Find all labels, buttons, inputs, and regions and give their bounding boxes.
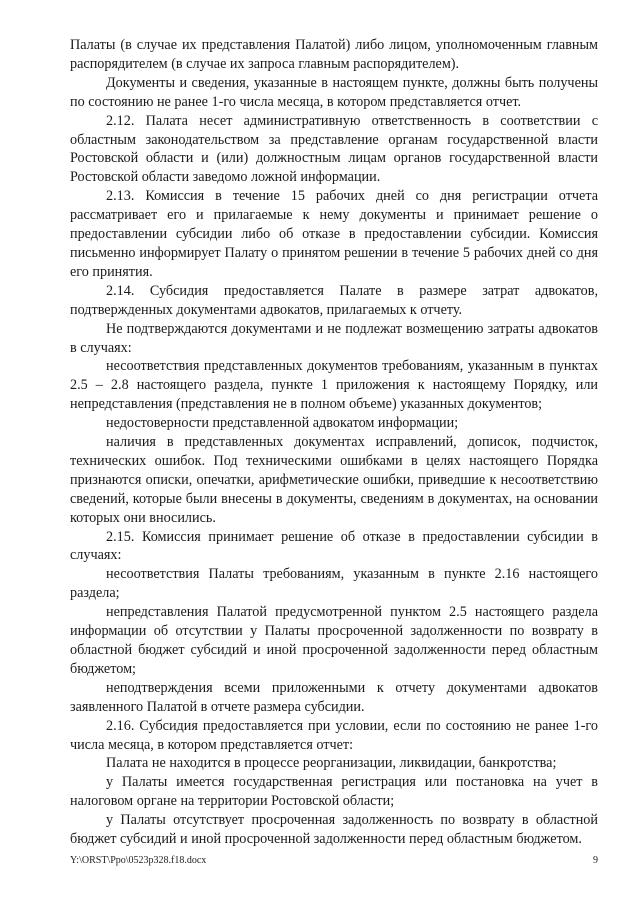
paragraph-2-14: 2.14. Субсидия предоставляется Палате в размере затрат адвокатов, подтвержденных документами адвокатов, прилагаемых к отчету. <box>70 282 598 318</box>
document-body <box>70 36 598 849</box>
list-item-unreliable-info: недостоверности представленной адвокатом информации; <box>106 415 459 432</box>
list-item-no-reorganization: Палата не находится в процессе реорганизации, ликвидации, банкротства; <box>106 755 557 772</box>
list-item-unconfirmed-amount: неподтверждения всеми приложенными к отчету документами адвокатов заявленного Палатой в отчете размера субсидии. <box>70 679 598 715</box>
paragraph-continuation: Палаты (в случае их представления Палатой) либо лицом, уполномоченным главным распорядителем (в случае их запроса главным распорядителем). <box>70 37 598 72</box>
footer-file-path: Y:\ORST\Ppo\0523p328.f18.docx <box>70 855 207 866</box>
list-item-tax-registration: у Палаты имеется государственная регистрация или постановка на учет в налоговом органе на территории Ростовской области; <box>70 774 598 810</box>
list-item-corrections-errors: наличия в представленных документах исправлений, дописок, подчисток, технических ошибок. Под техническими ошибками в целях настоящего Порядка признаются описки, опечатки, арифметические ошибки, приведшие к несоответствию сведений, которые были внесены в документы, сведениям в документах, на основании которых они вносились. <box>70 434 598 526</box>
page-number: 9 <box>593 855 598 866</box>
paragraph-2-16: 2.16. Субсидия предоставляется при условии, если по состоянию не ранее 1-го числа месяца, в котором представляется отчет: <box>70 717 598 753</box>
paragraph-not-reimbursed: Не подтверждаются документами и не подлежат возмещению затраты адвокатов в случаях: <box>70 320 598 356</box>
list-item-chamber-noncompliance: несоответствия Палаты требованиям, указанным в пункте 2.16 настоящего раздела; <box>70 566 598 602</box>
list-item-no-overdue-debt: у Палаты отсутствует просроченная задолженность по возврату в областной бюджет субсидий и иной просроченной задолженности перед областным бюджетом. <box>70 812 598 848</box>
paragraph-documents-info: Документы и сведения, указанные в настоящем пункте, должны быть получены по состоянию не ранее 1-го числа месяца, в котором представляется отчет. <box>70 74 598 110</box>
list-item-no-debt-info: непредставления Палатой предусмотренной пунктом 2.5 настоящего раздела информации об отсутствии у Палаты просроченной задолженности по возврату в областной бюджет субсидий и иной просроченной задолженности перед областным бюджетом; <box>70 604 598 677</box>
paragraph-2-12: 2.12. Палата несет административную ответственность в соответствии с областным законодательством за представление органам государственной власти Ростовской области и (или) должностным лицам органов государственной власти Ростовской области заведомо ложной информации. <box>70 112 598 186</box>
list-item-noncompliance-docs: несоответствия представленных документов требованиям, указанным в пунктах 2.5 – 2.8 настоящего раздела, пункте 1 приложения к настоящему Порядку, или непредставления (представления не в полном объеме) указанных документов; <box>70 358 598 413</box>
paragraph-2-13: 2.13. Комиссия в течение 15 рабочих дней со дня регистрации отчета рассматривает его и прилагаемые к нему документы и принимает решение о предоставлении субсидии либо об отказе в предоставлении субсидии. Комиссия письменно информирует Палату о принятом решении в течение 5 рабочих дней со дня его принятия. <box>70 188 598 280</box>
paragraph-2-15: 2.15. Комиссия принимает решение об отказе в предоставлении субсидии в случаях: <box>70 528 598 564</box>
